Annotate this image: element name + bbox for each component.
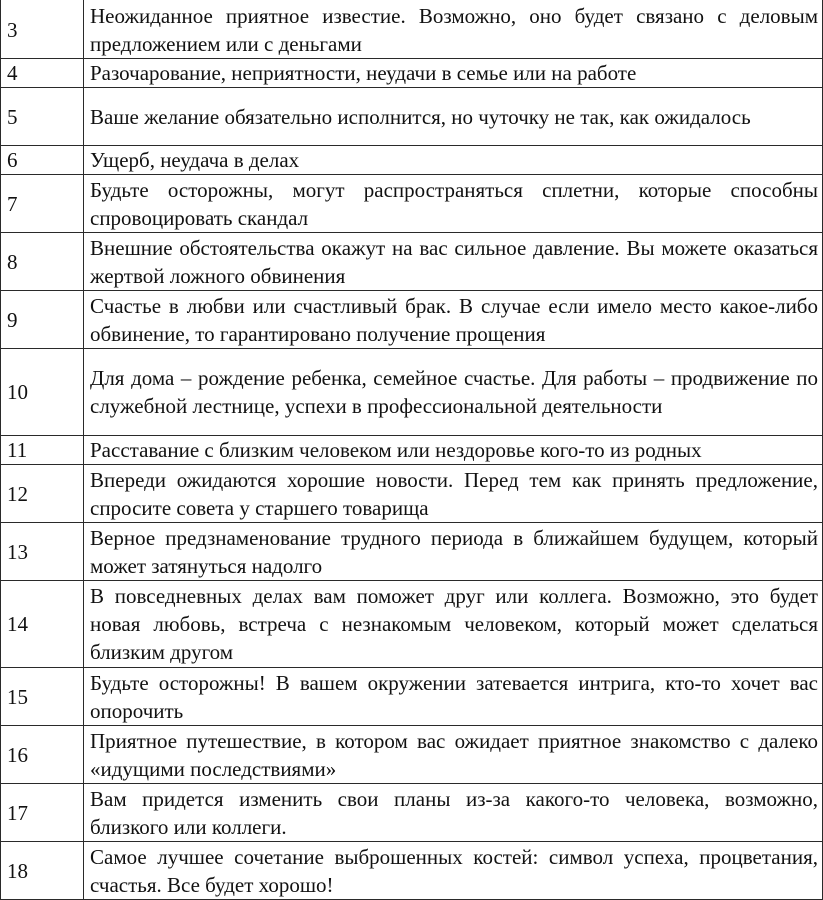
- table-row: [1, 784, 823, 842]
- row-number: 17: [1, 784, 84, 842]
- table-row: [1, 233, 823, 291]
- row-meaning: Самое лучшее сочетание выброшенных костей: символ успеха, процветания, счастья. Все будет хорошо!: [84, 842, 823, 900]
- row-meaning: Расставание с близким человеком или нездоровье кого-то из родных: [84, 436, 823, 465]
- table-row: [1, 726, 823, 784]
- row-number: 18: [1, 842, 84, 900]
- row-number: 5: [1, 88, 84, 146]
- row-number: 9: [1, 291, 84, 349]
- table-row: [1, 88, 823, 146]
- row-number: 15: [1, 668, 84, 726]
- row-number: 11: [1, 436, 84, 465]
- table-row: [1, 436, 823, 465]
- table-row: [1, 291, 823, 349]
- row-number: 7: [1, 175, 84, 233]
- row-meaning: Ущерб, неудача в делах: [84, 146, 823, 175]
- table-row: [1, 465, 823, 523]
- row-number: 6: [1, 146, 84, 175]
- row-number: 4: [1, 59, 84, 88]
- row-meaning: Ваше желание обязательно исполнится, но чуточку не так, как ожидалось: [84, 88, 823, 146]
- row-meaning: Будьте осторожны, могут распространяться сплетни, которые способны спровоцировать скандал: [84, 175, 823, 233]
- table-row: [1, 668, 823, 726]
- row-number: 3: [1, 1, 84, 59]
- row-meaning: Внешние обстоятельства окажут на вас сильное давление. Вы можете оказаться жертвой ложного обвинения: [84, 233, 823, 291]
- row-number: 12: [1, 465, 84, 523]
- table-row: [1, 175, 823, 233]
- row-meaning: В повседневных делах вам поможет друг или коллега. Возможно, это будет новая любовь, встреча с незнакомым человеком, который может сделаться близким другом: [84, 581, 823, 668]
- table-row: [1, 581, 823, 668]
- row-meaning: Разочарование, неприятности, неудачи в семье или на работе: [84, 59, 823, 88]
- row-number: 10: [1, 349, 84, 436]
- row-meaning: Приятное путешествие, в котором вас ожидает приятное знакомство с далеко «идущими последствиями»: [84, 726, 823, 784]
- row-meaning: Верное предзнаменование трудного периода в ближайшем будущем, который может затянуться надолго: [84, 523, 823, 581]
- row-meaning: Для дома – рождение ребенка, семейное счастье. Для работы – продвижение по служебной лестнице, успехи в профессиональной деятельности: [84, 349, 823, 436]
- table-row: [1, 1, 823, 59]
- table-row: [1, 59, 823, 88]
- row-number: 14: [1, 581, 84, 668]
- row-meaning: Вам придется изменить свои планы из-за какого-то человека, возможно, близкого или коллеги.: [84, 784, 823, 842]
- table-row: [1, 523, 823, 581]
- row-meaning: Счастье в любви или счастливый брак. В случае если имело место какое-либо обвинение, то гарантировано получение прощения: [84, 291, 823, 349]
- table-row: [1, 842, 823, 900]
- row-meaning: Неожиданное приятное известие. Возможно, оно будет связано с деловым предложением или с деньгами: [84, 1, 823, 59]
- row-meaning: Впереди ожидаются хорошие новости. Перед тем как принять предложение, спросите совета у старшего товарища: [84, 465, 823, 523]
- row-number: 13: [1, 523, 84, 581]
- row-number: 16: [1, 726, 84, 784]
- row-number: 8: [1, 233, 84, 291]
- table-row: [1, 146, 823, 175]
- table-row: [1, 349, 823, 436]
- row-meaning: Будьте осторожны! В вашем окружении затевается интрига, кто-то хочет вас опорочить: [84, 668, 823, 726]
